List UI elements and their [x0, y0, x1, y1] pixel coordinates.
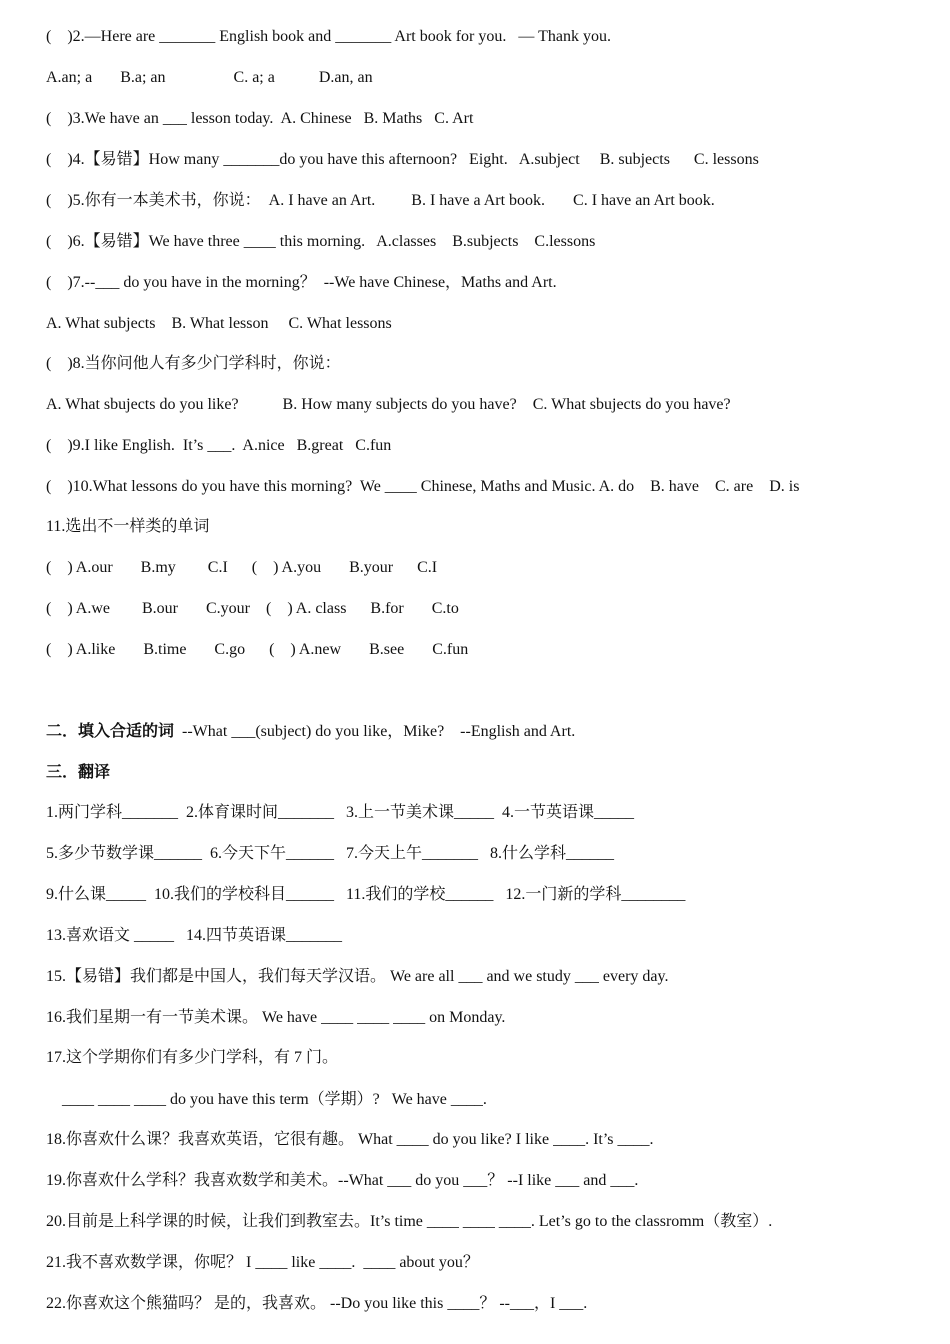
question-7-options: A. What subjects B. What lesson C. What lessons	[46, 315, 392, 332]
question-9: ( )9.I like English. It’s ___. A.nice B.great C.fun	[46, 437, 392, 454]
translation-line: 5.多少节数学课______ 6.今天下午______ 7.今天上午_______ 8.什么学科______	[46, 845, 615, 862]
odd-one-out-row: ( ) A.we B.our C.your ( ) A. class B.for C.to	[46, 600, 459, 617]
translation-line: ____ ____ ____ do you have this term（学期）? We have ____.	[46, 1091, 487, 1108]
question-4: ( )4.【易错】How many _______do you have this afternoon? Eight. A.subject B. subjects C. lessons	[46, 151, 759, 168]
section-3-heading: 三．翻译	[46, 764, 111, 781]
translation-line: 18.你喜欢什么课？我喜欢英语，它很有趣。 What ____ do you like? I like ____. It’s ____.	[46, 1131, 654, 1148]
translation-line: 1.两门学科_______ 2.体育课时间_______ 3.上一节美术课_____ 4.一节英语课_____	[46, 804, 635, 821]
translation-line: 19.你喜欢什么学科？我喜欢数学和美术。--What ___ do you ___？ --I like ___ and ___.	[46, 1172, 639, 1189]
section-2-row	[46, 722, 930, 742]
translation-line: 13.喜欢语文 _____ 14.四节英语课_______	[46, 927, 343, 944]
section-2-question: --What ___(subject) do you like，Mike? --English and Art.	[174, 723, 576, 740]
question-10: ( )10.What lessons do you have this morning? We ____ Chinese, Maths and Music. A. do B. have C. are D. is	[46, 478, 800, 495]
question-3: ( )3.We have an ___ lesson today. A. Chinese B. Maths C. Art	[46, 110, 474, 127]
odd-one-out-row: ( ) A.our B.my C.I ( ) A.you B.your C.I	[46, 559, 438, 576]
translation-line: 17.这个学期你们有多少门学科，有 7 门。	[46, 1049, 339, 1066]
question-6: ( )6.【易错】We have three ____ this morning. A.classes B.subjects C.lessons	[46, 233, 596, 250]
section-2-heading: 二．填入合适的词	[46, 723, 175, 740]
translation-line: 21.我不喜欢数学课，你呢？ I ____ like ____. ____ about you？	[46, 1254, 479, 1271]
odd-one-out-row: ( ) A.like B.time C.go ( ) A.new B.see C.fun	[46, 641, 469, 658]
question-8-options: A. What sbujects do you like? B. How many subjects do you have? C. What sbujects do you have?	[46, 396, 731, 413]
question-7: ( )7.--___ do you have in the morning？ --We have Chinese，Maths and Art.	[46, 274, 557, 291]
question-2-options: A.an; a B.a; an C. a; a D.an, an	[46, 69, 373, 86]
question-11-heading: 11.选出不一样类的单词	[46, 518, 210, 535]
translation-line: 20.目前是上科学课的时候，让我们到教室去。It’s time ____ ____ ____. Let’s go to the classromm（教室）.	[46, 1213, 773, 1230]
question-2: ( )2.—Here are _______ English book and _______ Art book for you. — Thank you.	[46, 28, 611, 45]
question-5: ( )5.你有一本美术书，你说： A. I have an Art. B. I have a Art book. C. I have an Art book.	[46, 192, 715, 209]
question-8: ( )8.当你问他人有多少门学科时，你说：	[46, 355, 341, 372]
translation-line: 15.【易错】我们都是中国人，我们每天学汉语。 We are all ___ and we study ___ every day.	[46, 968, 669, 985]
translation-line: 16.我们星期一有一节美术课。 We have ____ ____ ____ on Monday.	[46, 1009, 506, 1026]
translation-line: 9.什么课_____ 10.我们的学校科目______ 11.我们的学校______ 12.一门新的学科________	[46, 886, 686, 903]
translation-line: 22.你喜欢这个熊猫吗？ 是的，我喜欢。 --Do you like this ____？ --___，I ___.	[46, 1295, 588, 1312]
